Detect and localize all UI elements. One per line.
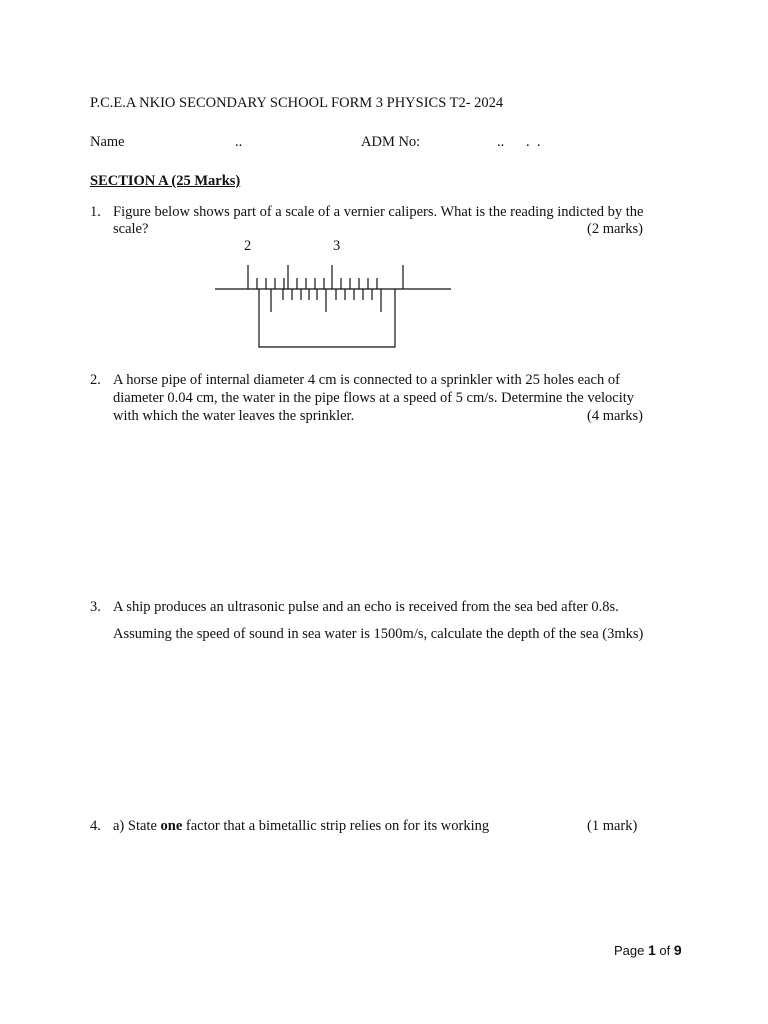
- scale-label-2: 2: [244, 238, 252, 254]
- question-number: 1.: [90, 204, 101, 220]
- question-text-line: with which the water leaves the sprinkler.: [113, 408, 355, 424]
- page-word: Page: [614, 943, 645, 958]
- page-total: 9: [673, 942, 682, 958]
- marks-allocation: (4 marks): [587, 408, 643, 424]
- adm-field-dots: .. . .: [497, 134, 541, 150]
- page-number: 1: [648, 942, 656, 958]
- page-footer: [614, 942, 682, 958]
- section-title-text: SECTION A (25 Marks): [90, 173, 241, 189]
- question-text-line: A horse pipe of internal diameter 4 cm is connected to a sprinkler with 25 holes each of: [113, 372, 620, 388]
- name-label: Name: [90, 134, 125, 150]
- question-number: 2.: [90, 372, 101, 388]
- scale-label-3: 3: [333, 238, 341, 254]
- question-text-emphasis: one: [160, 818, 183, 834]
- question-text-line: diameter 0.04 cm, the water in the pipe flows at a speed of 5 cm/s. Determine the velocity: [113, 390, 635, 406]
- section-title: [90, 173, 240, 190]
- adm-label: ADM No:: [361, 134, 421, 150]
- vernier-scale-box: [259, 289, 395, 347]
- question-text-prefix: a) State: [113, 818, 161, 834]
- question-text-line: Assuming the speed of sound in sea water is 1500m/s, calculate the depth of the sea (3mks): [113, 626, 644, 642]
- name-field-dots: ..: [235, 134, 243, 150]
- marks-allocation: (1 mark): [587, 818, 638, 834]
- exam-title: P.C.E.A NKIO SECONDARY SCHOOL FORM 3 PHYSICS T2- 2024: [90, 95, 504, 111]
- marks-allocation: (2 marks): [587, 221, 643, 237]
- question-text-line: A ship produces an ultrasonic pulse and an echo is received from the sea bed after 0.8s.: [113, 599, 619, 615]
- of-word: of: [659, 943, 671, 958]
- question-number: 4.: [90, 818, 101, 834]
- vernier-scale-diagram: [210, 258, 460, 353]
- question-text-suffix: factor that a bimetallic strip relies on for its working: [182, 818, 490, 834]
- question-text-line: Figure below shows part of a scale of a vernier calipers. What is the reading indicted by the: [113, 204, 644, 220]
- question-text-line: scale?: [113, 221, 149, 237]
- question-text-line: [113, 818, 489, 835]
- question-number: 3.: [90, 599, 101, 615]
